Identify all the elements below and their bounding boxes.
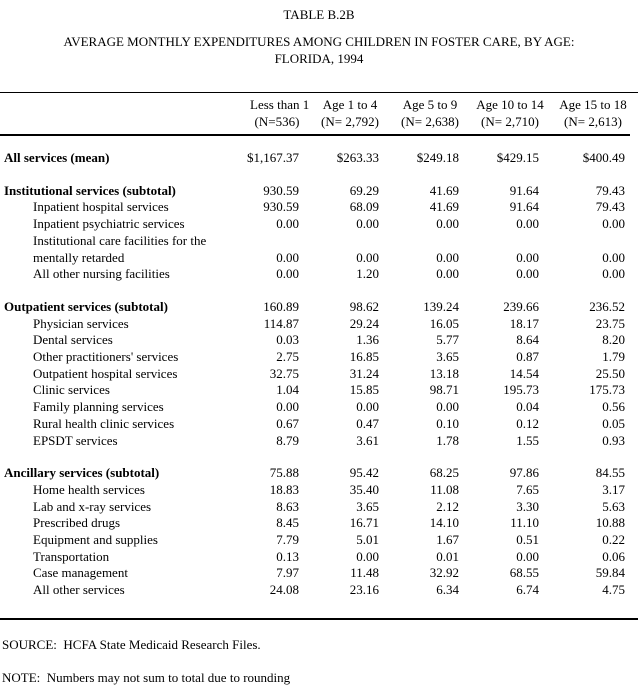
table-row (0, 199, 630, 216)
spacer-cell (0, 283, 630, 299)
cell-value: 29.24 (349, 315, 379, 331)
cell-value: 0.00 (516, 216, 539, 232)
cell-value: 7.79 (276, 532, 299, 548)
cell-value: 3.30 (516, 498, 539, 514)
row-label: Outpatient hospital services (33, 365, 178, 381)
cell-value: 930.59 (263, 182, 299, 198)
cell-value: 0.00 (356, 548, 379, 564)
spacer-cell (0, 167, 630, 183)
table-row (0, 482, 630, 499)
cell-value: 0.00 (436, 266, 459, 282)
cell-value: 75.88 (269, 465, 299, 481)
row-label: Transportation (33, 548, 110, 564)
row-label: Outpatient services (subtotal) (4, 298, 168, 314)
cell-value: 0.00 (276, 266, 299, 282)
header-col-age-10-14 (464, 93, 544, 135)
table-row (0, 416, 630, 433)
table-row (0, 549, 630, 566)
cell-value: 0.00 (516, 266, 539, 282)
cell-value: 0.47 (356, 415, 379, 431)
table-number-title: TABLE B.2B (283, 7, 355, 22)
table-header (0, 93, 630, 135)
cell-value: 15.85 (349, 382, 379, 398)
cell-value: 95.42 (349, 465, 379, 481)
header-row (0, 93, 630, 135)
row-label: Prescribed drugs (33, 515, 121, 531)
row-label: Other practitioners' services (33, 349, 179, 365)
cell-value: 41.69 (429, 199, 459, 215)
cell-value: 4.75 (602, 582, 625, 598)
cell-value: 114.87 (263, 315, 299, 331)
header-empty-cell (0, 93, 238, 135)
cell-value: 0.00 (276, 399, 299, 415)
cell-value: 6.34 (436, 582, 459, 598)
cell-value: 97.86 (509, 465, 539, 481)
column-n-label: (N= 2,638) (401, 114, 459, 129)
cell-value: 24.08 (269, 582, 299, 598)
cell-value: 0.05 (602, 415, 625, 431)
spacer-row (0, 135, 630, 150)
spacer-row (0, 599, 630, 618)
row-label: All other nursing facilities (33, 266, 170, 282)
cell-value: 0.00 (356, 249, 379, 265)
column-n-label: (N=536) (254, 114, 300, 129)
cell-value: 14.54 (509, 365, 539, 381)
cell-value: 68.25 (429, 465, 459, 481)
column-age-label: Age 10 to 14 (476, 97, 544, 112)
cell-value: 236.52 (589, 298, 625, 314)
cell-value: 175.73 (589, 382, 625, 398)
cell-value: $1,167.37 (247, 150, 299, 165)
cell-value: 10.88 (595, 515, 625, 531)
cell-value: 23.75 (595, 315, 625, 331)
table-row (0, 399, 630, 416)
cell-value: 11.08 (430, 481, 459, 497)
cell-value: 25.50 (595, 365, 625, 381)
bottom-rule (0, 618, 638, 620)
table-row (0, 332, 630, 349)
column-age-label: Age 5 to 9 (402, 97, 458, 112)
header-col-age-5-9 (384, 93, 464, 135)
cell-value: 0.01 (436, 548, 459, 564)
spacer-cell (0, 449, 630, 465)
spacer-cell (0, 599, 630, 618)
spacer-row (0, 283, 630, 299)
table-row (0, 299, 630, 316)
cell-value: 3.61 (356, 432, 379, 448)
header-col-age-1-4 (304, 93, 384, 135)
spacer-row (0, 449, 630, 465)
cell-value: 0.00 (356, 216, 379, 232)
cell-value: 68.55 (509, 565, 539, 581)
header-col-age-15-18 (544, 93, 630, 135)
cell-value: 6.74 (516, 582, 539, 598)
cell-value: 14.10 (429, 515, 459, 531)
cell-value: 1.55 (516, 432, 539, 448)
cell-value: 11.48 (350, 565, 379, 581)
row-label: Equipment and supplies (33, 532, 158, 548)
cell-value: $400.49 (582, 150, 625, 165)
table-row (0, 316, 630, 333)
cell-value: 0.00 (276, 216, 299, 232)
cell-value: 0.93 (602, 432, 625, 448)
table-row (0, 216, 630, 233)
row-label: All services (mean) (4, 150, 110, 165)
cell-value: 0.51 (516, 532, 539, 548)
table-subtitle (0, 33, 638, 67)
table-row (0, 366, 630, 383)
table-row (0, 150, 630, 167)
cell-value: 0.03 (276, 332, 299, 348)
table-row (0, 183, 630, 200)
cell-value: 35.40 (349, 481, 379, 497)
cell-value: 32.92 (429, 565, 459, 581)
cell-value: 1.04 (276, 382, 299, 398)
cell-value: 0.00 (436, 249, 459, 265)
cell-value: 7.97 (276, 565, 299, 581)
cell-value: 68.09 (349, 199, 379, 215)
cell-value: 0.12 (516, 415, 539, 431)
cell-value: 1.36 (356, 332, 379, 348)
cell-value: 18.17 (509, 315, 539, 331)
cell-value: 16.71 (349, 515, 379, 531)
table-row (0, 515, 630, 532)
cell-value: 13.18 (429, 365, 459, 381)
cell-value: 8.79 (276, 432, 299, 448)
cell-value: 31.24 (349, 365, 379, 381)
row-label: Institutional services (subtotal) (4, 182, 176, 198)
header-col-less-than-1 (238, 93, 310, 135)
table-row (0, 582, 630, 599)
table-row (0, 233, 630, 266)
cell-value: 16.05 (429, 315, 459, 331)
row-label: All other services (33, 582, 125, 598)
cell-value: 5.77 (436, 332, 459, 348)
row-label: Ancillary services (subtotal) (4, 465, 160, 481)
cell-value: 3.17 (602, 481, 625, 497)
row-label: Dental services (33, 332, 113, 348)
row-label: Clinic services (33, 382, 110, 398)
row-label: Inpatient psychiatric services (33, 216, 185, 232)
cell-value: 84.55 (595, 465, 625, 481)
cell-value: 1.20 (356, 266, 379, 282)
cell-value: 91.64 (509, 199, 539, 215)
row-label: Case management (33, 565, 128, 581)
column-n-label: (N= 2,792) (321, 114, 379, 129)
row-label: Family planning services (33, 399, 164, 415)
cell-value: 79.43 (595, 182, 625, 198)
column-age-label: Less than 1 (250, 97, 310, 112)
cell-value: $249.18 (416, 150, 459, 165)
cell-value: 7.65 (516, 481, 539, 497)
cell-value: 5.63 (602, 498, 625, 514)
cell-value: 0.00 (356, 399, 379, 415)
cell-value: 0.67 (276, 415, 299, 431)
cell-value: 3.65 (436, 349, 459, 365)
table-body (0, 135, 630, 618)
cell-value: 0.04 (516, 399, 539, 415)
spacer-row (0, 167, 630, 183)
cell-value: 0.56 (602, 399, 625, 415)
column-age-label: Age 1 to 4 (322, 97, 378, 112)
cell-value: 0.00 (516, 548, 539, 564)
cell-value: 0.00 (516, 249, 539, 265)
cell-value: 69.29 (349, 182, 379, 198)
cell-value: 8.20 (602, 332, 625, 348)
table-subtitle-line2: FLORIDA, 1994 (274, 51, 364, 66)
cell-value: 0.00 (436, 216, 459, 232)
cell-value: 160.89 (263, 298, 299, 314)
cell-value: 2.12 (436, 498, 459, 514)
row-label: Home health services (33, 481, 145, 497)
table-row (0, 433, 630, 450)
cell-value: 239.66 (503, 298, 539, 314)
spacer-cell (0, 135, 630, 150)
column-n-label: (N= 2,613) (564, 114, 622, 129)
cell-value: 0.00 (602, 216, 625, 232)
cell-value: 1.79 (602, 349, 625, 365)
expenditures-table (0, 93, 630, 618)
table-row (0, 499, 630, 516)
cell-value: 16.85 (349, 349, 379, 365)
cell-value: 0.87 (516, 349, 539, 365)
table-subtitle-line1: AVERAGE MONTHLY EXPENDITURES AMONG CHILDREN IN FOSTER CARE, BY AGE: (63, 34, 575, 49)
table-row (0, 532, 630, 549)
cell-value: 8.64 (516, 332, 539, 348)
cell-value: 79.43 (595, 199, 625, 215)
cell-value: 5.01 (356, 532, 379, 548)
cell-value: 1.78 (436, 432, 459, 448)
cell-value: 0.00 (602, 266, 625, 282)
cell-value: 8.45 (276, 515, 299, 531)
cell-value: 41.69 (429, 182, 459, 198)
cell-value: 98.71 (429, 382, 459, 398)
cell-value: 0.10 (436, 415, 459, 431)
row-label: Physician services (33, 315, 129, 331)
table-row (0, 382, 630, 399)
cell-value: 139.24 (423, 298, 459, 314)
cell-value: 3.65 (356, 498, 379, 514)
row-label: Inpatient hospital services (33, 199, 169, 215)
row-label: Institutional care facilities for the mentally retarded (33, 232, 207, 265)
cell-value: 8.63 (276, 498, 299, 514)
cell-value: 91.64 (509, 182, 539, 198)
rounding-note: NOTE: Numbers may not sum to total due to rounding (2, 669, 291, 685)
cell-value: 0.06 (602, 548, 625, 564)
cell-value: 98.62 (349, 298, 379, 314)
cell-value: 195.73 (503, 382, 539, 398)
table-row (0, 349, 630, 366)
cell-value: 930.59 (263, 199, 299, 215)
cell-value: 2.75 (276, 349, 299, 365)
cell-value: 0.22 (602, 532, 625, 548)
cell-value: 32.75 (269, 365, 299, 381)
table-row (0, 565, 630, 582)
table-row (0, 465, 630, 482)
table-row (0, 266, 630, 283)
cell-value: 0.00 (276, 249, 299, 265)
cell-value: 11.10 (510, 515, 539, 531)
cell-value: $429.15 (496, 150, 539, 165)
source-note: SOURCE: HCFA State Medicaid Research Files. (2, 636, 261, 652)
cell-value: 23.16 (349, 582, 379, 598)
cell-value: 0.13 (276, 548, 299, 564)
column-n-label: (N= 2,710) (481, 114, 539, 129)
cell-value: 1.67 (436, 532, 459, 548)
cell-value: 59.84 (595, 565, 625, 581)
row-label: Lab and x-ray services (33, 498, 152, 514)
row-label: EPSDT services (33, 432, 118, 448)
row-label: Rural health clinic services (33, 415, 175, 431)
cell-value: $263.33 (336, 150, 379, 165)
cell-value: 0.00 (602, 249, 625, 265)
column-age-label: Age 15 to 18 (559, 97, 627, 112)
cell-value: 18.83 (269, 481, 299, 497)
cell-value: 0.00 (436, 399, 459, 415)
